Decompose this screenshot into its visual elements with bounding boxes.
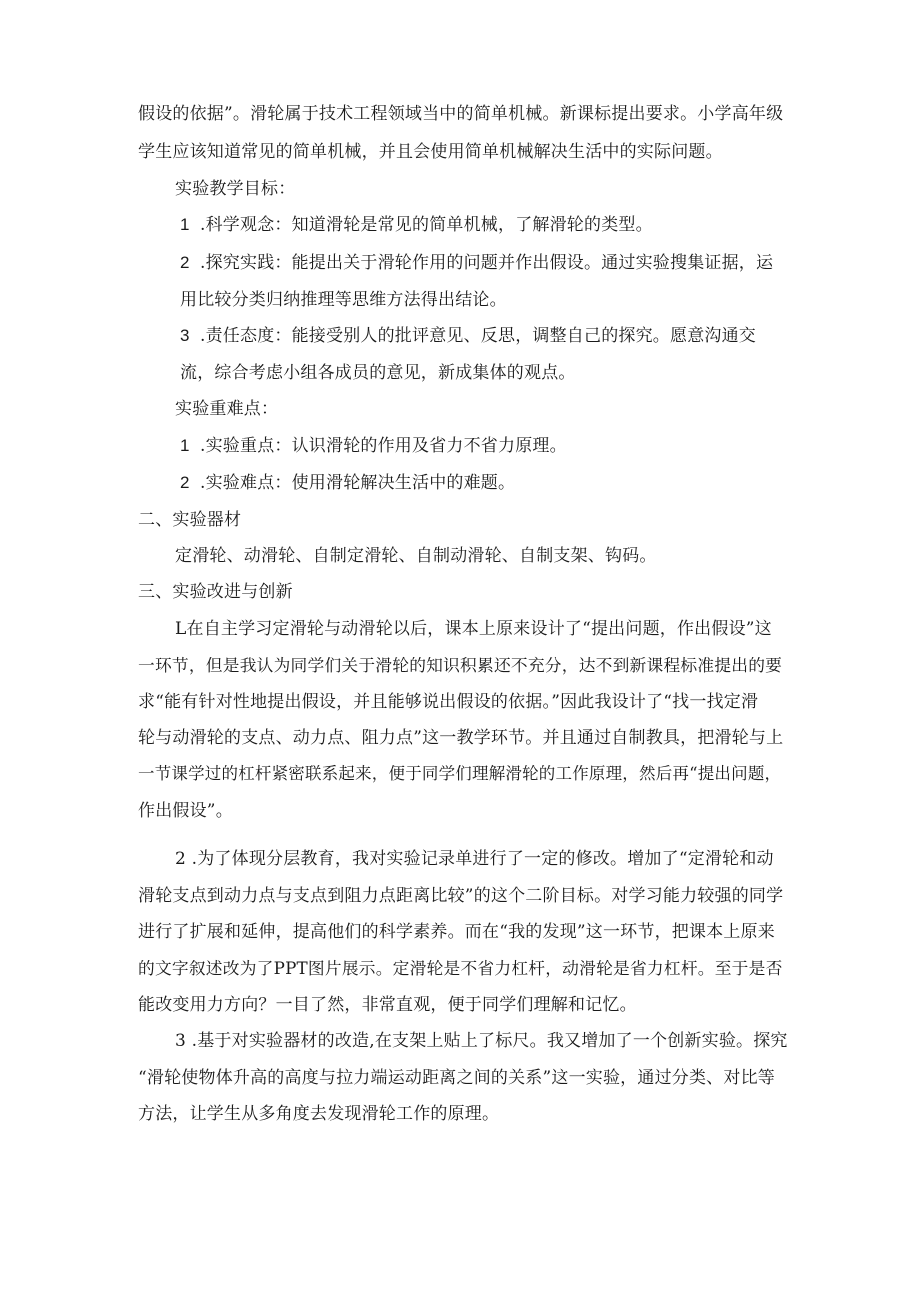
para-3-line-2: “滑轮使物体升高的高度与拉力端运动距离之间的关系”这一实验，通过分类、对比等 (138, 1068, 775, 1088)
section-3-heading: 三、实验改进与创新 (138, 582, 293, 602)
goal-item-number: 2 (180, 253, 190, 272)
goal-item-2 (180, 251, 773, 275)
para-2-line-3: 进行了扩展和延伸，提高他们的科学素养。而在“我的发现”这一环节，把课本上原来 (138, 922, 775, 942)
goal-item-number: 1 (180, 215, 190, 234)
goal-item-text: .探究实践：能提出关于滑轮作用的问题并作出假设。通过实验搜集证据，运 (200, 253, 774, 273)
difficulty-item-number: 1 (180, 436, 190, 455)
para-1-line-4: 轮与动滑轮的支点、动力点、阻力点”这一教学环节。并且通过自制教具，把滑轮与上 (138, 728, 784, 748)
para-1-line-6: 作出假设”。 (138, 801, 233, 821)
para-1-line-2: 一环节，但是我认为同学们关于滑轮的知识积累还不充分，达不到新课程标准提出的要 (138, 655, 783, 675)
para-2-line-4: 的文字叙述改为了PPT图片展示。定滑轮是不省力杠杆，动滑轮是省力杠杆。至于是否 (138, 958, 783, 978)
para-2-line-5: 能改变用力方向？一目了然，非常直观，便于同学们理解和记忆。 (138, 995, 637, 1015)
para-2-line-1: 2 .为了体现分层教育，我对实验记录单进行了一定的修改。增加了“定滑轮和动 (175, 849, 774, 869)
para-1-line-5: 一节课学过的杠杆紧密联系起来，便于同学们理解滑轮的工作原理，然后再“提出问题， (138, 764, 782, 783)
goal-item-text: .科学观念：知道滑轮是常见的简单机械，了解滑轮的类型。 (200, 215, 653, 235)
section-2-body: 定滑轮、动滑轮、自制定滑轮、自制动滑轮、自制支架、钩码。 (175, 546, 657, 566)
section-2-heading: 二、实验器材 (138, 510, 242, 530)
intro-line-2: 学生应该知道常见的简单机械，并且会使用简单机械解决生活中的实际问题。 (138, 142, 723, 162)
goal-item-2-cont: 用比较分类归纳推理等思维方法得出结论。 (180, 290, 507, 310)
difficulties-heading: 实验重难点： (175, 399, 279, 419)
para-3-line-1: 3 .基于对实验器材的改造,在支架上贴上了标尺。我又增加了一个创新实验。探究 (175, 1031, 788, 1051)
difficulty-item-text: .实验难点：使用滑轮解决生活中的难题。 (200, 473, 516, 493)
intro-line-1: 假设的依据”。滑轮属于技术工程领域当中的简单机械。新课标提出要求。小学高年级 (138, 104, 784, 124)
para-2-line-2: 滑轮支点到动力点与支点到阻力点距离比较”的这个二阶目标。对学习能力较强的同学 (138, 886, 784, 906)
goal-item-text: .责任态度：能接受别人的批评意见、反思，调整自己的探究。愿意沟通交 (200, 326, 757, 346)
goals-heading: 实验教学目标： (175, 179, 296, 199)
difficulty-item-number: 2 (180, 473, 190, 492)
para-1-line-3: 求“能有针对性地提出假设，并且能够说出假设的依据。”因此我设计了“找一找定滑 (138, 692, 759, 712)
goal-item-3 (180, 324, 756, 348)
goal-item-3-cont: 流，综合考虑小组各成员的意见，新成集体的观点。 (180, 363, 576, 383)
para-1-line-1: L在自主学习定滑轮与动滑轮以后，课本上原来设计了“提出问题，作出假设”这 (175, 619, 772, 639)
para-3-line-3: 方法，让学生从多角度去发现滑轮工作的原理。 (138, 1104, 500, 1124)
goal-item-number: 3 (180, 326, 190, 345)
difficulty-item-text: .实验重点：认识滑轮的作用及省力不省力原理。 (200, 436, 567, 456)
difficulty-item-2 (180, 471, 515, 495)
difficulty-item-1 (180, 434, 567, 458)
goal-item-1 (180, 213, 653, 237)
